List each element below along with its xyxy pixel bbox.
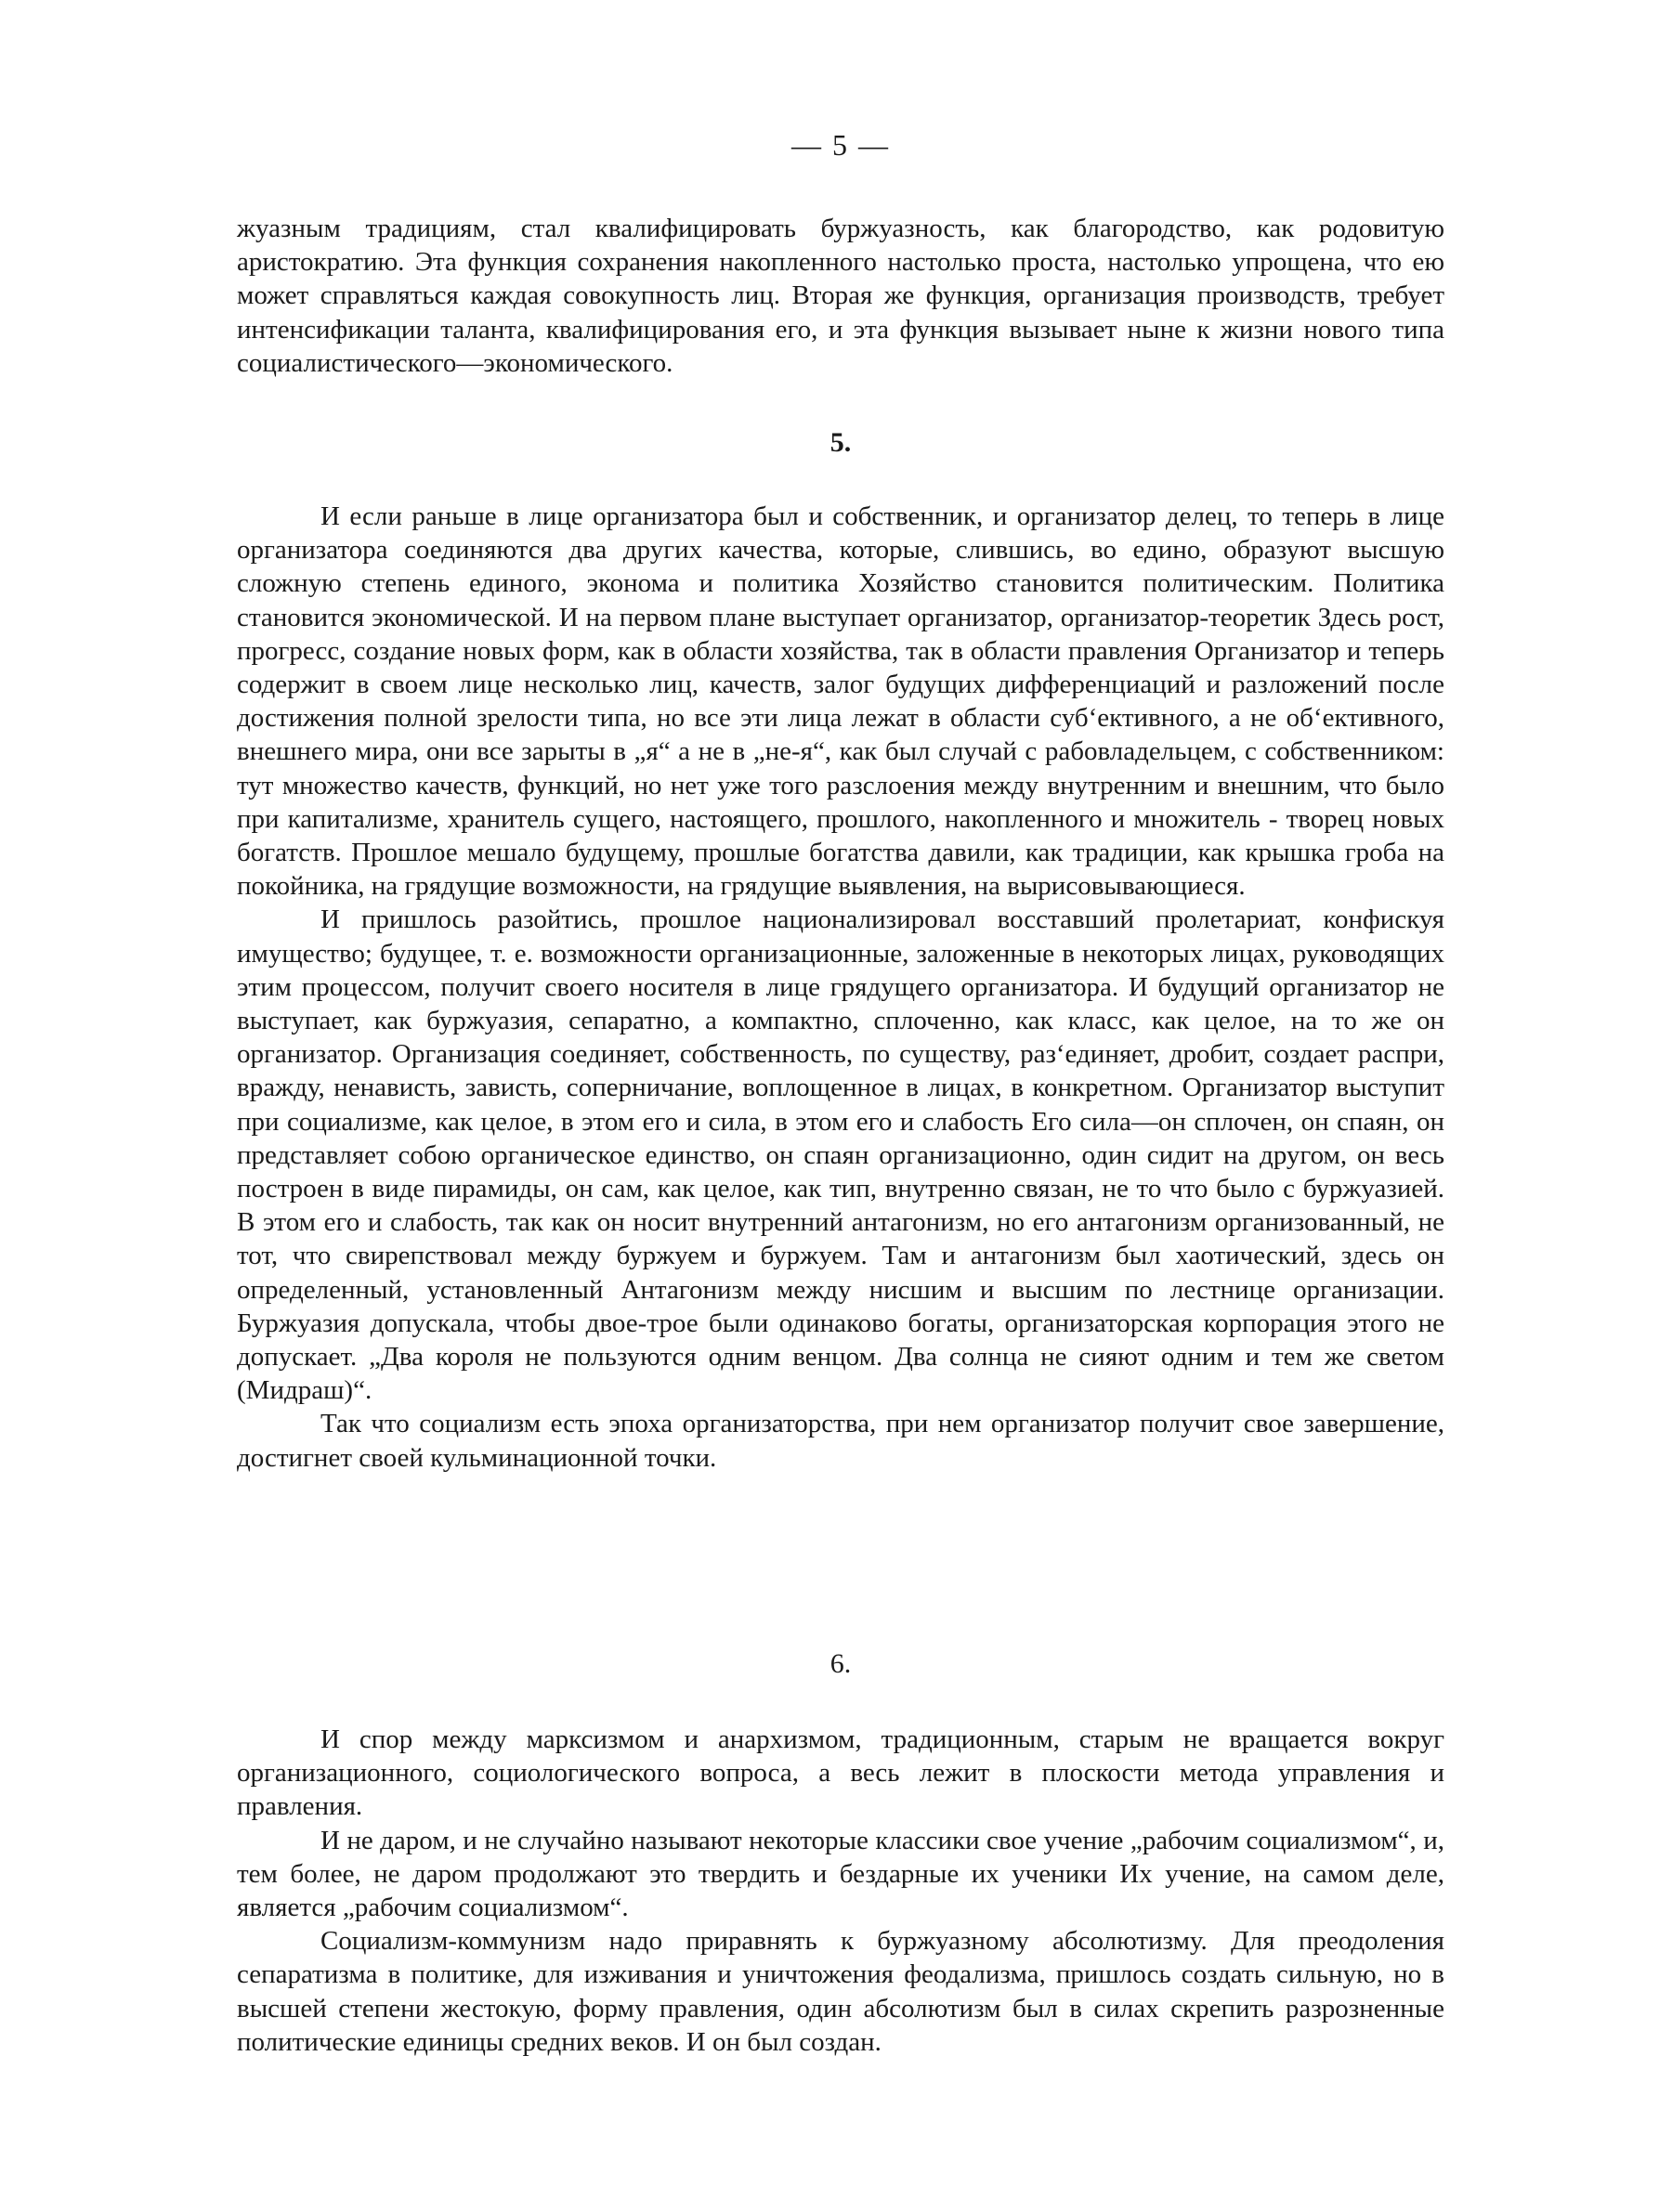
section-5-paragraph-3: Так что социализм есть эпоха организаторства, при нем организатор получит свое завершение, достигнет своей кульминационной точки.	[237, 1409, 1444, 1473]
section-6-heading: 6.	[830, 1648, 852, 1679]
section-6-paragraph-3: Социализм-коммунизм надо приравнять к буржуазному абсолютизму. Для преодоления сепаратизма в политике, для изживания и уничтожения феодализма, пришлось создать сильную, но в высшей степени жестокую, форму правления, один абсолютизм был в силах скрепить разрозненные политические единицы средних веков. И он был создан.	[237, 1926, 1444, 2057]
intro-paragraph: жуазным традициям, стал квалифицировать буржуазность, как благородство, как родовитую аристократию. Эта функция сохранения накопленного настолько проста, настолько упрощена, что ею может справляться каждая совокупность лиц. Вторая же функция, организация производств, требует интенсификации таланта, квалифицирования его, и эта функция вызывает ныне к жизни нового типа социалистического—экономического.	[237, 214, 1444, 378]
section-5-heading: 5.	[830, 427, 852, 458]
page-number: — 5 —	[791, 128, 890, 162]
section-6-body	[237, 1723, 1444, 2059]
document-page	[237, 0, 1444, 2212]
section-5-paragraph-1: И если раньше в лице организатора был и собственник, и организатор делец, то теперь в лице организатора соединяются два других качества, которые, слившись, во едино, образуют высшую сложную степень единого, эконома и политика Хозяйство становится политическим. Политика становится экономической. И на первом плане выступает организатор, организатор-теоретик Здесь рост, прогресс, создание новых форм, как в области хозяйства, так в области правления Организатор и теперь содержит в своем лице несколько лиц, качеств, залог будущих дифференциаций и разложений после достижения полной зрелости типа, но все эти лица лежат в области суб‘ективного, а не об‘ективного, внешнего мира, они все зарыты в „я“ а не в „не-я“, как был случай с рабовладельцем, с собственником: тут множество качеств, функций, но нет уже того разслоения между внутренним и внешним, что было при капитализме, хранитель сущего, настоящего, прошлого, накопленного и множитель - творец новых богатств. Прошлое мешало будущему, прошлые богатства давили, как традиции, как крышка гроба на покойника, на грядущие возможности, на грядущие выявления, на вырисовывающиеся.	[237, 501, 1444, 902]
section-5-body	[237, 500, 1444, 1475]
intro-block	[237, 212, 1444, 380]
section-6-paragraph-2: И не даром, и не случайно называют некоторые классики свое учение „рабочим социализмом“, и, тем более, не даром продолжают это твердить и бездарные их ученики Их учение, на самом деле, является „рабочим социализмом“.	[237, 1825, 1444, 1923]
section-6-paragraph-1: И спор между марксизмом и анархизмом, традиционным, старым не вращается вокруг организационного, социологического вопроса, а весь лежит в плоскости метода управления и правления.	[237, 1724, 1444, 1822]
section-5-paragraph-2: И пришлось разойтись, прошлое национализировал восставший пролетариат, конфискуя имущество; будущее, т. е. возможности организационные, заложенные в некоторых лицах, руководящих этим процессом, получит своего носителя в лице грядущего организатора. И будущий организатор не выступает, как буржуазия, сепаратно, а компактно, сплоченно, как класс, как целое, на то же он организатор. Организация соединяет, собственность, по существу, раз‘единяет, дробит, создает распри, вражду, ненависть, зависть, соперничание, воплощенное в лицах, в конкретном. Организатор выступит при социализме, как целое, в этом его и сила, в этом его и слабость Его сила—он сплочен, он спаян, он представляет собою органическое единство, он спаян организационно, один сидит на другом, он весь построен в виде пирамиды, он сам, как целое, как тип, внутренно связан, не то что было с буржуазией. В этом его и слабость, так как он носит внутренний антагонизм, но его антагонизм организованный, не тот, что свирепствовал между буржуем и буржуем. Там и антагонизм был хаотический, здесь он определенный, установленный Антагонизм между нисшим и высшим по лестнице организации. Буржуазия допускала, чтобы двое-трое были одинаково богаты, организаторская корпорация этого не допускает. „Два короля не пользуются одним венцом. Два солнца не сияют одним и тем же светом (Мидраш)“.	[237, 904, 1444, 1406]
